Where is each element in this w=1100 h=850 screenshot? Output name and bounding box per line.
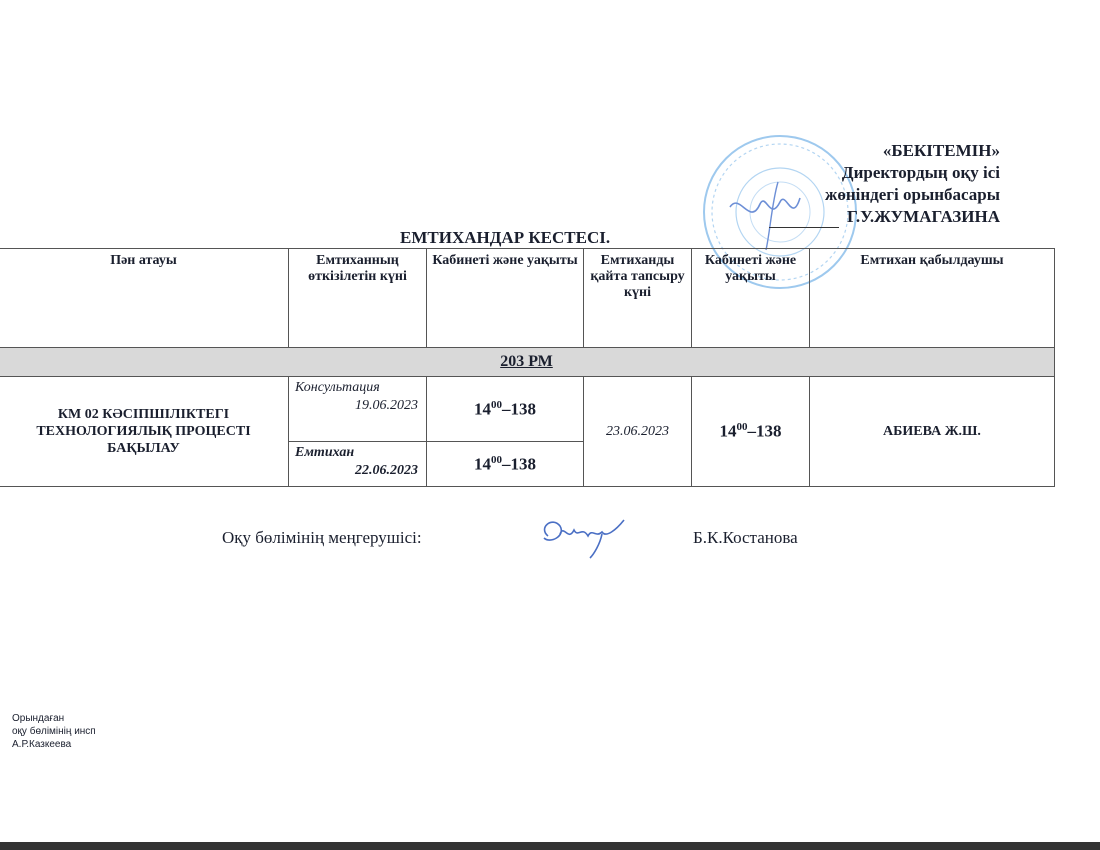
approval-name: Г.У.ЖУМАГАЗИНА [847, 207, 1000, 226]
group-name: 203 РМ [500, 353, 553, 370]
exam-time-cell [427, 442, 584, 487]
scan-edge-bar [0, 842, 1100, 850]
prepared-by-block [12, 712, 96, 751]
exam-cell [289, 442, 427, 487]
consultation-label: Консультация [295, 380, 380, 395]
exam-minute: 00 [491, 453, 502, 466]
retake-date-cell: 23.06.2023 [584, 377, 692, 487]
exam-hour: 14 [474, 454, 491, 474]
exam-label: Емтихан [295, 445, 355, 460]
consultation-cell [289, 377, 427, 442]
retake-hour: 14 [719, 421, 737, 441]
retake-time-cell [692, 377, 810, 487]
consultation-room: –138 [502, 399, 536, 419]
head-of-department-name: Б.К.Костанова [693, 528, 798, 547]
exam-schedule-table [0, 248, 1055, 487]
table-row [0, 377, 1055, 442]
approval-heading: «БЕКІТЕМІН» [882, 141, 1000, 160]
examiner-cell: АБИЕВА Ж.Ш. [810, 377, 1055, 487]
header-exam-date: Емтиханның өткізілетін күні [289, 249, 427, 348]
header-examiner: Емтихан қабылдаушы [810, 249, 1055, 348]
consultation-minute: 00 [491, 398, 502, 411]
head-of-department-title: Оқу бөлімінің меңгерушісі: [222, 528, 422, 547]
signature-icon [530, 508, 640, 563]
approval-block [769, 140, 1000, 228]
page-title: ЕМТИХАНДАР КЕСТЕСІ. [400, 228, 611, 247]
consultation-hour: 14 [474, 399, 491, 419]
group-row [0, 348, 1055, 377]
retake-room: –138 [747, 421, 782, 441]
table-header-row [0, 249, 1055, 348]
prepared-name: А.Р.Казкеева [12, 739, 72, 750]
header-room-time: Кабинеті және уақыты [427, 249, 584, 348]
retake-minute: 00 [736, 421, 748, 434]
header-subject: Пән атауы [0, 249, 289, 348]
approval-position-line2: жөніндегі орынбасары [825, 185, 1000, 204]
exam-date: 22.06.2023 [355, 463, 418, 478]
exam-room: –138 [502, 454, 536, 474]
signature-line [769, 211, 839, 228]
prepared-label: Орындаған [12, 713, 65, 724]
consultation-time-cell [427, 377, 584, 442]
prepared-position: оқу бөлімінің инсп [12, 726, 96, 737]
header-retake-date: Емтиханды қайта тапсыру күні [584, 249, 692, 348]
subject-cell: КМ 02 КӘСІПШІЛІКТЕГІ ТЕХНОЛОГИЯЛЫҚ ПРОЦЕСТІ БАҚЫЛАУ [0, 377, 289, 487]
consultation-date: 19.06.2023 [355, 398, 418, 413]
header-retake-room-time: Кабинеті және уақыты [692, 249, 810, 348]
approval-position-line1: Директордың оқу ісі [841, 163, 1000, 182]
